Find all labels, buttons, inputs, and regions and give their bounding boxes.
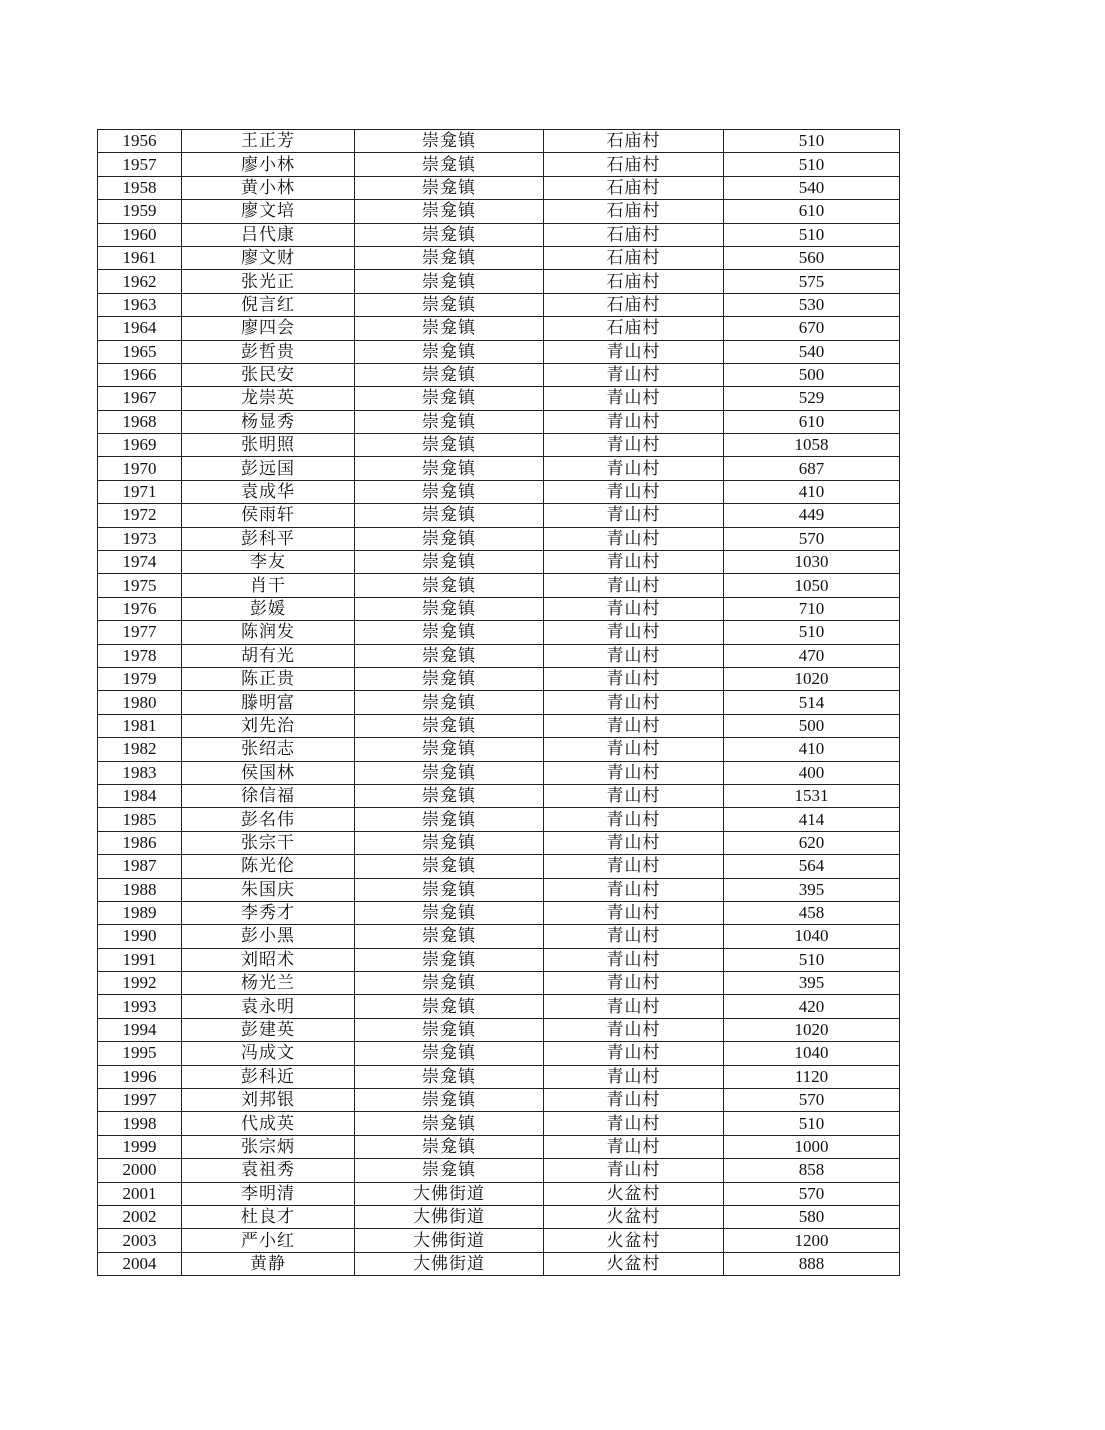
name-cell: 廖文财	[182, 246, 355, 269]
table-row	[98, 597, 900, 620]
amount-cell: 510	[724, 621, 900, 644]
name-cell: 滕明富	[182, 691, 355, 714]
table-row	[98, 714, 900, 737]
amount-cell: 858	[724, 1159, 900, 1182]
amount-cell: 610	[724, 410, 900, 433]
village-cell: 火盆村	[544, 1229, 724, 1252]
village-cell: 青山村	[544, 1159, 724, 1182]
name-cell: 杨显秀	[182, 410, 355, 433]
amount-cell: 420	[724, 995, 900, 1018]
name-cell: 彭媛	[182, 597, 355, 620]
amount-cell: 414	[724, 808, 900, 831]
name-cell: 朱国庆	[182, 878, 355, 901]
name-cell: 黄小林	[182, 176, 355, 199]
amount-cell: 710	[724, 597, 900, 620]
town-cell: 崇龛镇	[355, 363, 544, 386]
amount-cell: 470	[724, 644, 900, 667]
amount-cell: 1040	[724, 1042, 900, 1065]
village-cell: 石庙村	[544, 130, 724, 153]
town-cell: 崇龛镇	[355, 293, 544, 316]
name-cell: 张明照	[182, 434, 355, 457]
name-cell: 彭哲贵	[182, 340, 355, 363]
row-number-cell: 2001	[98, 1182, 182, 1205]
town-cell: 崇龛镇	[355, 621, 544, 644]
name-cell: 侯雨轩	[182, 504, 355, 527]
name-cell: 肖干	[182, 574, 355, 597]
row-number-cell: 1996	[98, 1065, 182, 1088]
town-cell: 崇龛镇	[355, 246, 544, 269]
row-number-cell: 1979	[98, 667, 182, 690]
amount-cell: 510	[724, 948, 900, 971]
village-cell: 青山村	[544, 925, 724, 948]
village-cell: 石庙村	[544, 270, 724, 293]
name-cell: 李友	[182, 551, 355, 574]
amount-cell: 560	[724, 246, 900, 269]
name-cell: 吕代康	[182, 223, 355, 246]
name-cell: 彭远国	[182, 457, 355, 480]
table-row	[98, 878, 900, 901]
village-cell: 青山村	[544, 1089, 724, 1112]
amount-cell: 510	[724, 130, 900, 153]
amount-cell: 1050	[724, 574, 900, 597]
amount-cell: 610	[724, 200, 900, 223]
town-cell: 崇龛镇	[355, 153, 544, 176]
village-cell: 青山村	[544, 551, 724, 574]
town-cell: 崇龛镇	[355, 878, 544, 901]
village-cell: 青山村	[544, 527, 724, 550]
table-row	[98, 1229, 900, 1252]
amount-cell: 510	[724, 1112, 900, 1135]
row-number-cell: 1965	[98, 340, 182, 363]
row-number-cell: 1984	[98, 784, 182, 807]
village-cell: 青山村	[544, 948, 724, 971]
table-row	[98, 1112, 900, 1135]
village-cell: 青山村	[544, 808, 724, 831]
village-cell: 青山村	[544, 784, 724, 807]
table-row	[98, 340, 900, 363]
village-cell: 青山村	[544, 410, 724, 433]
village-cell: 青山村	[544, 504, 724, 527]
town-cell: 崇龛镇	[355, 948, 544, 971]
amount-cell: 514	[724, 691, 900, 714]
village-cell: 青山村	[544, 855, 724, 878]
name-cell: 彭名伟	[182, 808, 355, 831]
town-cell: 大佛街道	[355, 1229, 544, 1252]
amount-cell: 529	[724, 387, 900, 410]
village-cell: 火盆村	[544, 1205, 724, 1228]
town-cell: 崇龛镇	[355, 714, 544, 737]
row-number-cell: 1972	[98, 504, 182, 527]
name-cell: 黄静	[182, 1252, 355, 1275]
name-cell: 张绍志	[182, 738, 355, 761]
amount-cell: 570	[724, 527, 900, 550]
town-cell: 大佛街道	[355, 1252, 544, 1275]
town-cell: 崇龛镇	[355, 1042, 544, 1065]
village-cell: 青山村	[544, 1065, 724, 1088]
table-row	[98, 691, 900, 714]
table-row	[98, 410, 900, 433]
row-number-cell: 1983	[98, 761, 182, 784]
row-number-cell: 1969	[98, 434, 182, 457]
village-cell: 青山村	[544, 597, 724, 620]
name-cell: 彭科近	[182, 1065, 355, 1088]
village-cell: 青山村	[544, 972, 724, 995]
table-row	[98, 1135, 900, 1158]
table-row	[98, 527, 900, 550]
village-cell: 青山村	[544, 995, 724, 1018]
row-number-cell: 2003	[98, 1229, 182, 1252]
name-cell: 袁祖秀	[182, 1159, 355, 1182]
amount-cell: 670	[724, 317, 900, 340]
town-cell: 崇龛镇	[355, 691, 544, 714]
table-row	[98, 457, 900, 480]
name-cell: 陈正贵	[182, 667, 355, 690]
name-cell: 彭科平	[182, 527, 355, 550]
town-cell: 崇龛镇	[355, 527, 544, 550]
row-number-cell: 1974	[98, 551, 182, 574]
village-cell: 青山村	[544, 644, 724, 667]
town-cell: 崇龛镇	[355, 784, 544, 807]
town-cell: 崇龛镇	[355, 551, 544, 574]
name-cell: 倪言红	[182, 293, 355, 316]
row-number-cell: 1989	[98, 901, 182, 924]
table-row	[98, 1089, 900, 1112]
row-number-cell: 1959	[98, 200, 182, 223]
name-cell: 李明清	[182, 1182, 355, 1205]
amount-cell: 449	[724, 504, 900, 527]
row-number-cell: 1982	[98, 738, 182, 761]
row-number-cell: 1994	[98, 1018, 182, 1041]
table-row	[98, 246, 900, 269]
amount-cell: 510	[724, 153, 900, 176]
table-body	[98, 130, 900, 1276]
village-cell: 青山村	[544, 363, 724, 386]
table-row	[98, 667, 900, 690]
town-cell: 崇龛镇	[355, 1112, 544, 1135]
amount-cell: 1000	[724, 1135, 900, 1158]
amount-cell: 395	[724, 972, 900, 995]
table-row	[98, 551, 900, 574]
town-cell: 崇龛镇	[355, 855, 544, 878]
table-row	[98, 176, 900, 199]
name-cell: 王正芳	[182, 130, 355, 153]
row-number-cell: 1978	[98, 644, 182, 667]
name-cell: 廖四会	[182, 317, 355, 340]
table-row	[98, 1018, 900, 1041]
table-row	[98, 644, 900, 667]
amount-cell: 1020	[724, 1018, 900, 1041]
village-cell: 青山村	[544, 1042, 724, 1065]
table-row	[98, 925, 900, 948]
village-cell: 青山村	[544, 387, 724, 410]
village-cell: 石庙村	[544, 293, 724, 316]
amount-cell: 570	[724, 1182, 900, 1205]
row-number-cell: 2002	[98, 1205, 182, 1228]
row-number-cell: 1985	[98, 808, 182, 831]
table-row	[98, 1252, 900, 1275]
row-number-cell: 1960	[98, 223, 182, 246]
village-cell: 青山村	[544, 434, 724, 457]
table-row	[98, 504, 900, 527]
name-cell: 侯国林	[182, 761, 355, 784]
row-number-cell: 1976	[98, 597, 182, 620]
town-cell: 崇龛镇	[355, 1159, 544, 1182]
table-row	[98, 901, 900, 924]
table-row	[98, 317, 900, 340]
table-row	[98, 387, 900, 410]
amount-cell: 1120	[724, 1065, 900, 1088]
village-cell: 石庙村	[544, 176, 724, 199]
table-row	[98, 153, 900, 176]
town-cell: 崇龛镇	[355, 340, 544, 363]
name-cell: 刘先治	[182, 714, 355, 737]
table-row	[98, 1159, 900, 1182]
amount-cell: 540	[724, 176, 900, 199]
town-cell: 崇龛镇	[355, 176, 544, 199]
name-cell: 袁成华	[182, 480, 355, 503]
row-number-cell: 1964	[98, 317, 182, 340]
amount-cell: 400	[724, 761, 900, 784]
amount-cell: 580	[724, 1205, 900, 1228]
town-cell: 崇龛镇	[355, 644, 544, 667]
amount-cell: 510	[724, 223, 900, 246]
village-cell: 石庙村	[544, 153, 724, 176]
amount-cell: 1531	[724, 784, 900, 807]
table-row	[98, 995, 900, 1018]
town-cell: 崇龛镇	[355, 480, 544, 503]
row-number-cell: 1995	[98, 1042, 182, 1065]
table-row	[98, 480, 900, 503]
town-cell: 崇龛镇	[355, 995, 544, 1018]
amount-cell: 1058	[724, 434, 900, 457]
town-cell: 崇龛镇	[355, 504, 544, 527]
town-cell: 崇龛镇	[355, 317, 544, 340]
name-cell: 严小红	[182, 1229, 355, 1252]
data-table	[97, 129, 900, 1276]
village-cell: 青山村	[544, 1135, 724, 1158]
name-cell: 陈光伦	[182, 855, 355, 878]
town-cell: 崇龛镇	[355, 434, 544, 457]
amount-cell: 410	[724, 738, 900, 761]
town-cell: 大佛街道	[355, 1205, 544, 1228]
name-cell: 彭建英	[182, 1018, 355, 1041]
village-cell: 石庙村	[544, 246, 724, 269]
row-number-cell: 1957	[98, 153, 182, 176]
town-cell: 崇龛镇	[355, 410, 544, 433]
amount-cell: 687	[724, 457, 900, 480]
town-cell: 崇龛镇	[355, 831, 544, 854]
town-cell: 崇龛镇	[355, 1089, 544, 1112]
amount-cell: 570	[724, 1089, 900, 1112]
row-number-cell: 1980	[98, 691, 182, 714]
town-cell: 崇龛镇	[355, 972, 544, 995]
village-cell: 火盆村	[544, 1252, 724, 1275]
table-row	[98, 621, 900, 644]
row-number-cell: 1956	[98, 130, 182, 153]
table-row	[98, 293, 900, 316]
row-number-cell: 1981	[98, 714, 182, 737]
row-number-cell: 1971	[98, 480, 182, 503]
row-number-cell: 1992	[98, 972, 182, 995]
town-cell: 崇龛镇	[355, 597, 544, 620]
amount-cell: 575	[724, 270, 900, 293]
table-row	[98, 130, 900, 153]
row-number-cell: 1988	[98, 878, 182, 901]
village-cell: 青山村	[544, 831, 724, 854]
row-number-cell: 1977	[98, 621, 182, 644]
name-cell: 胡有光	[182, 644, 355, 667]
table-row	[98, 200, 900, 223]
amount-cell: 500	[724, 714, 900, 737]
name-cell: 徐信福	[182, 784, 355, 807]
table-row	[98, 761, 900, 784]
village-cell: 青山村	[544, 480, 724, 503]
row-number-cell: 1968	[98, 410, 182, 433]
row-number-cell: 1966	[98, 363, 182, 386]
amount-cell: 1030	[724, 551, 900, 574]
table-row	[98, 574, 900, 597]
amount-cell: 530	[724, 293, 900, 316]
town-cell: 崇龛镇	[355, 457, 544, 480]
town-cell: 崇龛镇	[355, 223, 544, 246]
town-cell: 崇龛镇	[355, 130, 544, 153]
row-number-cell: 1999	[98, 1135, 182, 1158]
amount-cell: 1200	[724, 1229, 900, 1252]
row-number-cell: 1986	[98, 831, 182, 854]
town-cell: 崇龛镇	[355, 761, 544, 784]
row-number-cell: 1967	[98, 387, 182, 410]
town-cell: 崇龛镇	[355, 901, 544, 924]
village-cell: 青山村	[544, 878, 724, 901]
table-row	[98, 363, 900, 386]
row-number-cell: 2004	[98, 1252, 182, 1275]
name-cell: 杜良才	[182, 1205, 355, 1228]
name-cell: 代成英	[182, 1112, 355, 1135]
name-cell: 刘昭术	[182, 948, 355, 971]
amount-cell: 410	[724, 480, 900, 503]
table-row	[98, 831, 900, 854]
town-cell: 崇龛镇	[355, 387, 544, 410]
town-cell: 崇龛镇	[355, 667, 544, 690]
table-row	[98, 808, 900, 831]
village-cell: 青山村	[544, 621, 724, 644]
table-row	[98, 855, 900, 878]
amount-cell: 540	[724, 340, 900, 363]
table-row	[98, 738, 900, 761]
name-cell: 袁永明	[182, 995, 355, 1018]
table-row	[98, 223, 900, 246]
amount-cell: 395	[724, 878, 900, 901]
table-row	[98, 784, 900, 807]
table-row	[98, 948, 900, 971]
town-cell: 大佛街道	[355, 1182, 544, 1205]
village-cell: 石庙村	[544, 223, 724, 246]
row-number-cell: 2000	[98, 1159, 182, 1182]
village-cell: 青山村	[544, 761, 724, 784]
row-number-cell: 1997	[98, 1089, 182, 1112]
row-number-cell: 1962	[98, 270, 182, 293]
row-number-cell: 1958	[98, 176, 182, 199]
table-row	[98, 434, 900, 457]
amount-cell: 1020	[724, 667, 900, 690]
table-row	[98, 1065, 900, 1088]
row-number-cell: 1990	[98, 925, 182, 948]
row-number-cell: 1961	[98, 246, 182, 269]
town-cell: 崇龛镇	[355, 1018, 544, 1041]
village-cell: 青山村	[544, 901, 724, 924]
table-row	[98, 270, 900, 293]
town-cell: 崇龛镇	[355, 574, 544, 597]
town-cell: 崇龛镇	[355, 1135, 544, 1158]
name-cell: 张宗炳	[182, 1135, 355, 1158]
village-cell: 青山村	[544, 691, 724, 714]
row-number-cell: 1991	[98, 948, 182, 971]
row-number-cell: 1963	[98, 293, 182, 316]
table-row	[98, 1205, 900, 1228]
table-row	[98, 972, 900, 995]
village-cell: 青山村	[544, 738, 724, 761]
village-cell: 石庙村	[544, 317, 724, 340]
town-cell: 崇龛镇	[355, 925, 544, 948]
row-number-cell: 1970	[98, 457, 182, 480]
table-row	[98, 1182, 900, 1205]
village-cell: 青山村	[544, 340, 724, 363]
row-number-cell: 1973	[98, 527, 182, 550]
village-cell: 石庙村	[544, 200, 724, 223]
name-cell: 李秀才	[182, 901, 355, 924]
amount-cell: 458	[724, 901, 900, 924]
village-cell: 青山村	[544, 574, 724, 597]
village-cell: 火盆村	[544, 1182, 724, 1205]
table-row	[98, 1042, 900, 1065]
name-cell: 杨光兰	[182, 972, 355, 995]
name-cell: 刘邦银	[182, 1089, 355, 1112]
name-cell: 张光正	[182, 270, 355, 293]
name-cell: 冯成文	[182, 1042, 355, 1065]
name-cell: 廖小林	[182, 153, 355, 176]
name-cell: 龙崇英	[182, 387, 355, 410]
amount-cell: 620	[724, 831, 900, 854]
name-cell: 彭小黑	[182, 925, 355, 948]
village-cell: 青山村	[544, 457, 724, 480]
row-number-cell: 1987	[98, 855, 182, 878]
village-cell: 青山村	[544, 714, 724, 737]
name-cell: 张民安	[182, 363, 355, 386]
town-cell: 崇龛镇	[355, 270, 544, 293]
village-cell: 青山村	[544, 667, 724, 690]
amount-cell: 564	[724, 855, 900, 878]
town-cell: 崇龛镇	[355, 808, 544, 831]
town-cell: 崇龛镇	[355, 1065, 544, 1088]
village-cell: 青山村	[544, 1112, 724, 1135]
amount-cell: 500	[724, 363, 900, 386]
row-number-cell: 1975	[98, 574, 182, 597]
village-cell: 青山村	[544, 1018, 724, 1041]
row-number-cell: 1998	[98, 1112, 182, 1135]
name-cell: 廖文培	[182, 200, 355, 223]
town-cell: 崇龛镇	[355, 200, 544, 223]
amount-cell: 1040	[724, 925, 900, 948]
name-cell: 张宗干	[182, 831, 355, 854]
row-number-cell: 1993	[98, 995, 182, 1018]
town-cell: 崇龛镇	[355, 738, 544, 761]
amount-cell: 888	[724, 1252, 900, 1275]
name-cell: 陈润发	[182, 621, 355, 644]
